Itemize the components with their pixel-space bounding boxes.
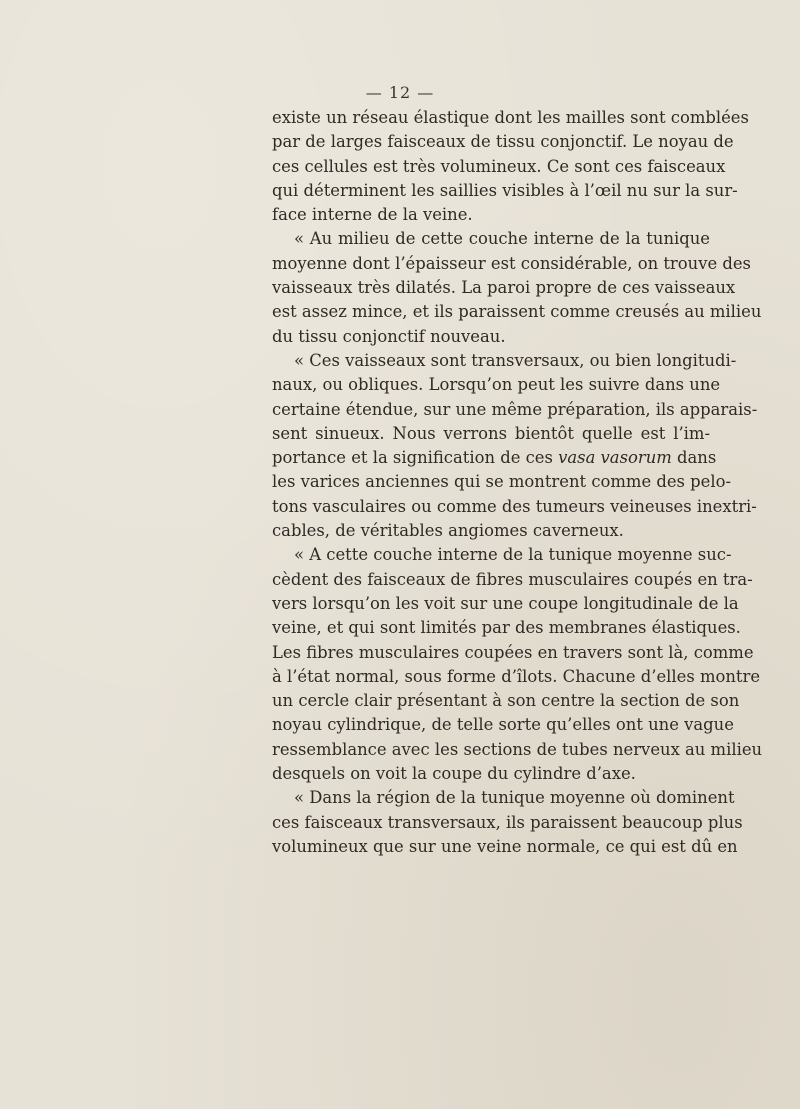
text-line: certaine étendue, sur une même préparation, ils apparais- bbox=[272, 399, 758, 419]
page-number: — 12 — bbox=[365, 83, 435, 102]
text-line: ces cellules est très volumineux. Ce sont ces faisceaux bbox=[272, 156, 726, 176]
text-line: du tissu conjonctif nouveau. bbox=[272, 326, 506, 346]
text-line: par de larges faisceaux de tissu conjonctif. Le noyau de bbox=[272, 132, 734, 152]
text-line: « Ces vaisseaux sont transversaux, ou bien longitudi- bbox=[294, 350, 737, 370]
text-line: ressemblance avec les sections de tubes nerveux au milieu bbox=[272, 739, 763, 759]
text-line: Les fibres musculaires coupées en travers sont là, comme bbox=[272, 642, 754, 662]
text-line bbox=[272, 446, 717, 470]
text-line: est assez mince, et ils paraissent comme creusés au milieu bbox=[272, 302, 762, 322]
text-line: cèdent des faisceaux de fibres musculaires coupés en tra- bbox=[272, 569, 753, 589]
text-line: à l’état normal, sous forme d’îlots. Chacune d’elles montre bbox=[272, 666, 761, 686]
text-segment: portance et la signification de ces bbox=[272, 448, 559, 468]
text-line: vers lorsqu’on les voit sur une coupe longitudinale de la bbox=[272, 593, 739, 613]
text-line: « Au milieu de cette couche interne de la tunique bbox=[294, 229, 710, 249]
text-line: existe un réseau élastique dont les mailles sont comblées bbox=[272, 108, 749, 127]
text-line: « A cette couche interne de la tunique moyenne suc- bbox=[294, 545, 732, 565]
text-line: tons vasculaires ou comme des tumeurs veineuses inextri- bbox=[272, 496, 757, 516]
text-line: naux, ou obliques. Lorsqu’on peut les suivre dans une bbox=[272, 375, 721, 395]
text-line: un cercle clair présentant à son centre la section de son bbox=[272, 691, 740, 711]
text-line: volumineux que sur une veine normale, ce qui est dû en bbox=[272, 836, 738, 856]
text-line: cables, de véritables angiomes caverneux. bbox=[272, 521, 624, 541]
text-line: veine, et qui sont limités par des membranes élastiques. bbox=[272, 618, 741, 638]
text-line: desquels on voit la coupe du cylindre d’axe. bbox=[272, 764, 636, 784]
text-line: qui déterminent les saillies visibles à l’œil nu sur la sur- bbox=[272, 180, 738, 200]
text-line: face interne de la veine. bbox=[272, 205, 473, 225]
text-line: moyenne dont l’épaisseur est considérable, on trouve des bbox=[272, 253, 751, 273]
text-line: vaisseaux très dilatés. La paroi propre de ces vaisseaux bbox=[272, 278, 736, 298]
text-line: « Dans la région de la tunique moyenne où dominent bbox=[294, 788, 735, 808]
text-line: noyau cylindrique, de telle sorte qu’elles ont une vague bbox=[272, 715, 734, 735]
body-text bbox=[272, 106, 763, 859]
text-line: les varices anciennes qui se montrent comme des pelo- bbox=[272, 472, 732, 492]
italic-term: vasa vasorum bbox=[558, 448, 672, 468]
text-segment: dans bbox=[671, 448, 717, 468]
text-line: ces faisceaux transversaux, ils paraissent beaucoup plus bbox=[272, 812, 743, 832]
text-line: sent sinueux. Nous verrons bientôt quelle est l’im- bbox=[272, 423, 710, 443]
